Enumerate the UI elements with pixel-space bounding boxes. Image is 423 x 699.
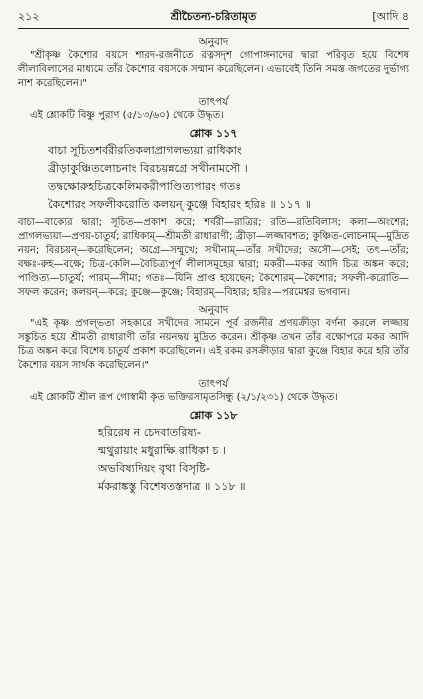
chapter-label: [আদি ৪ <box>372 10 409 23</box>
verse-line: ব্রীড়াকুঞ্চিতলোচনাং বিরচয়ন্নগ্রে সখীনামসৌ । <box>48 162 248 175</box>
translation-heading: অনুবাদ <box>198 304 229 316</box>
translation-heading: অনুবাদ <box>198 36 229 48</box>
translation-text: "এই কৃষ্ণ প্রগল্ভতা সহকারে সখীদের সামনে পূর্ব রজনীর প্রণয়ক্রীড়া বর্ণনা করলে লজ্জায় সঙ্কুচিত হয়ে শ্রীমতী রাধারাণী তাঁর নয়নদ্বয় মুদ্রিত করেন। শ্রীকৃষ্ণ তখন তাঁর বক্ষোপরে মকর আদি চিত্র অঙ্কন করে বিশেষ চাতুর্য প্রকাশ করেছিলেন। এই রকম রসক্রীড়ার দ্বারা কুঞ্জে বিহার করে হরি তাঁর কৈশোর বয়স সার্থক করেছিলেন।" <box>18 318 409 371</box>
verse-line: র্মকরাঙ্কস্তু বিশেষতস্তদাত্র ॥ ১১৮ ॥ <box>98 480 246 493</box>
synonyms-text: বাচা—বাক্যের দ্বারা; সূচিত—প্রকাশ করে; শর্বরী—রাত্রির; রতি—রতিবিলাস; কলা—অংশের; প্রাগলভ্যয়া—প্রণয়-চাতুর্য; রাধিকাম্—শ্রীমতী রাধারাণী; ব্রীড়া—লজ্জাবশত; কুঞ্চিত-লোচনাম্—মুদ্রিত নয়ন; বিরচয়ন্—করেছিলেন; অগ্রে—সম্মুখে; সখীনাম্—তাঁর সখীদের; অসৌ—সেই; তৎ—তাঁর; বক্ষঃ-রুহ—বক্ষে; চিত্র-কেলি—বৈচিত্র্যপূর্ণ লীলাসমূহের দ্বারা; মকরী—মকর আদি চিত্র অঙ্কন করে; পাণ্ডিত্য—চাতুর্য; পারম্—সীমা; গতঃ—যিনি প্রাপ্ত হয়েছেন; কৈশোরম্—কৈশোর; সফলী-করোতি—সফল করেন; কলয়ন্—করে; কুঞ্জে—কুঞ্জে; বিহারম্—বিহার; হরিঃ—পরমেশ্বর ভগবান। <box>18 217 409 298</box>
verse-line: অভবিষ্যদিয়ং বৃথা বিসৃষ্টি- <box>98 462 210 475</box>
book-title: শ্রীচৈতন্য-চরিতামৃত <box>170 10 257 23</box>
purport-text: এই শ্লোকটি শ্রীল রূপ গোস্বামী কৃত ভক্তিরসামৃতসিন্ধু (২/১/২৩১) থেকে উদ্ধৃত। <box>30 392 338 403</box>
purport-heading: তাৎপর্য <box>198 96 229 108</box>
verse-heading: শ্লোক ১১৮ <box>189 409 238 422</box>
verse-line: ন্মথুরায়াং মধুরাক্ষি রাধিকা চ । <box>98 444 227 457</box>
purport-heading: তাৎপর্য <box>198 378 229 390</box>
verse-line: কৈশোরং সফলীকরোতি কলয়ন্ কুঞ্জে বিহারং হরিঃ ॥ ১১৭ ॥ <box>48 198 312 211</box>
header-rule <box>18 28 409 29</box>
page-body <box>18 35 409 496</box>
translation-text: "শ্রীকৃষ্ণ কৈশোর বয়সে শারদ-রজনীতে রত্নসদৃশ গোপাঙ্গনাদের দ্বারা পরিবৃত হয়ে বিশেষ লীলাবিলাসের মাধ্যমে তাঁর কৈশোর বয়সকে সম্মান করেছিলেন। এভাবেই তিনি সমস্ত জগতের দুর্ভাগ্য নাশ করেছিলেন।" <box>18 50 409 89</box>
verse-line: হরিরেষ ন চেদবাতরিষ্য- <box>98 426 201 439</box>
page-number: ২১২ <box>18 10 40 23</box>
verse-line: তদ্বক্ষোরুহচিত্রকেলিমকরীপাণ্ডিত্যপারং গতঃ <box>48 180 242 193</box>
verse-line: বাচা সূচিতশর্বরীরতিকলাপ্রাগলভ্যয়া রাধিকাং <box>48 144 242 157</box>
verse-heading: শ্লোক ১১৭ <box>189 127 238 140</box>
page-header <box>18 8 409 24</box>
purport-text: এই শ্লোকটি বিষ্ণু পুরাণ (৫/১৩/৬০) থেকে উদ্ধৃত। <box>30 110 224 121</box>
